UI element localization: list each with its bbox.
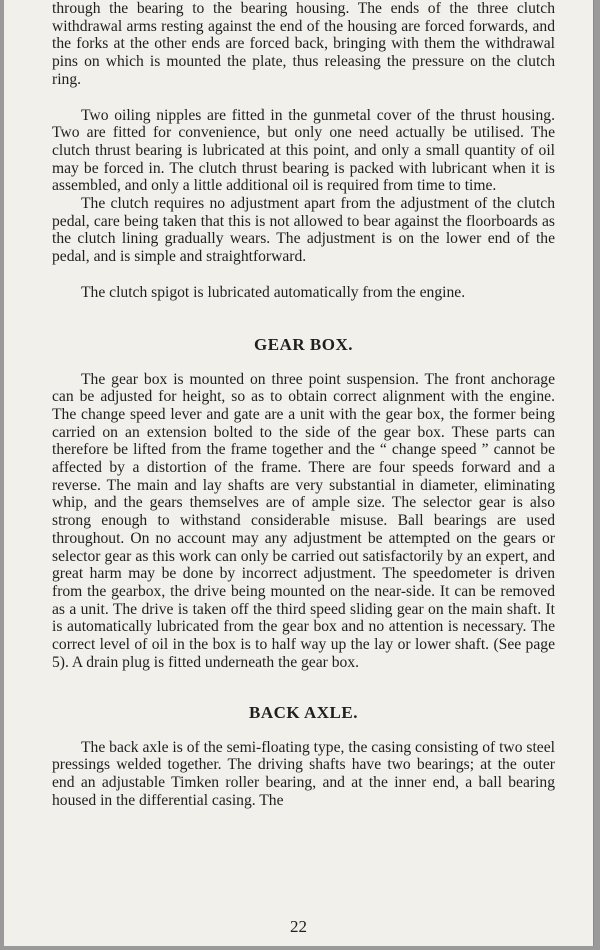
paragraph-oiling-nipples: Two oiling nipples are fitted in the gunmetal cover of the thrust housing. Two are fitted for convenience, but only one need actually be utilised. The clutch thrust bearing is lubricated at this point, and only a small quantity of oil may be forced in. The clutch thrust bearing is packed with lubricant when it is assembled, and only a little additional oil is required from time to time. [52, 106, 555, 195]
heading-gear-box: GEAR BOX. [254, 334, 353, 354]
paragraph-clutch-adjustment: The clutch requires no adjustment apart from the adjustment of the clutch pedal, care being taken that this is not allowed to bear against the floorboards as the clutch lining gradually wears. The adjustment is on the lower end of the pedal, and is simple and straightforward. [52, 195, 555, 266]
paragraph-gear-box: The gear box is mounted on three point suspension. The front anchorage can be adjusted for height, so as to obtain correct alignment with the engine. The change speed lever and gate are a unit with the gear box, the former being carried on an extension bolted to the side of the gear box. These parts can therefore be lifted from the frame together and the “ change speed ” cannot be affected by a distortion of the frame. There are four speeds forward and a reverse. The main and lay shafts are very substantial in diameter, eliminating whip, and the gears themselves are of ample size. The selector gear is also strong enough to withstand considerable misuse. Ball bearings are used throughout. On no account may any adjustment be attempted on the gears or selector gear as this work can only be carried out satisfactorily by an expert, and great harm may be done by incorrect adjustment. The speedometer is driven from the gearbox, the drive being mounted on the near-side. It can be removed as a unit. The drive is taken off the third speed sliding gear on the main shaft. It is automatically lubricated from the gear box and no attention is necessary. The correct level of oil in the box is to half way up the lay or lower shaft. (See page 5). A drain plug is fitted underneath the gear box. [52, 370, 555, 671]
book-page [4, 0, 594, 946]
heading-back-axle: BACK AXLE. [249, 702, 358, 722]
paragraph-clutch-withdrawal: through the bearing to the bearing housing. The ends of the three clutch withdrawal arms resting against the end of the housing are forced forwards, and the forks at the other ends are forced back, bringing with them the withdrawal pins on which is mounted the plate, thus releasing the pressure on the clutch ring. [52, 0, 555, 88]
page-number: 22 [290, 917, 307, 936]
paragraph-clutch-spigot: The clutch spigot is lubricated automatically from the engine. [81, 283, 466, 301]
text-column [52, 0, 555, 809]
paragraph-back-axle: The back axle is of the semi-floating type, the casing consisting of two steel pressings welded together. The driving shafts have two bearings; at the outer end an adjustable Timken roller bearing, and at the inner end, a ball bearing housed in the differential casing. The [52, 738, 555, 809]
